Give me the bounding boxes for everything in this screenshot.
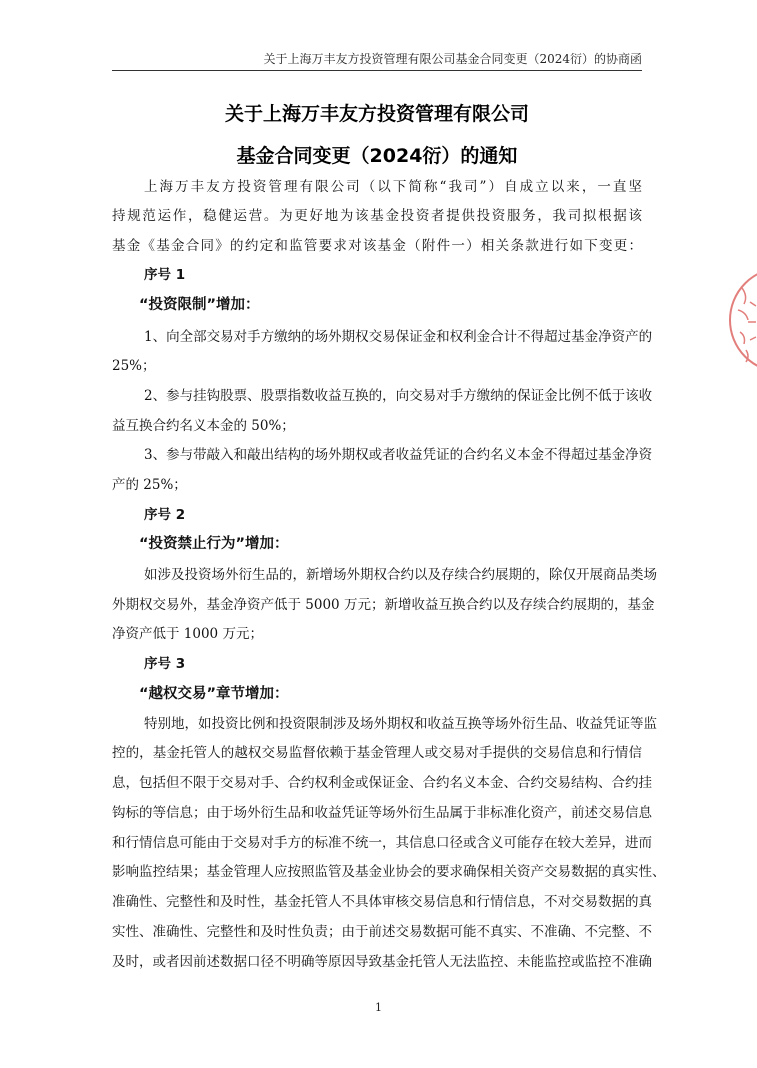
document-title-line-1: 关于上海万丰友方投资管理有限公司: [224, 103, 529, 125]
intro-line: 基金《基金合同》的约定和监管要求对该基金（附件一）相关条款进行如下变更：: [112, 238, 642, 254]
clause-line: 净资产低于 1000 万元；: [112, 626, 263, 642]
clause-line: 3、参与带敲入和敲出结构的场外期权或者收益凭证的合约名义本金不得超过基金净资: [144, 447, 653, 463]
clause-line: 实性、准确性、完整性和及时性负责；由于前述交易数据可能不真实、不准确、不完整、不: [112, 924, 652, 940]
clause-line: 控的，基金托管人的越权交易监督依赖于基金管理人或交易对手提供的交易信息和行情信: [112, 745, 642, 761]
seal-stamp-icon: [720, 258, 757, 382]
section-heading: “越权交易”章节增加：: [139, 686, 289, 702]
section-number: 序号 1: [144, 267, 186, 283]
document-title-line-2: 基金合同变更（2024衍）的通知: [236, 145, 518, 167]
clause-line: 如涉及投资场外衍生品的，新增场外期权合约以及存续合约展期的，除仅开展商品类场: [144, 567, 657, 583]
intro-line: 上海万丰友方投资管理有限公司（以下简称“我司”）自成立以来，一直坚: [144, 179, 642, 195]
clause-line: 2、参与挂钩股票、股票指数收益互换的，向交易对手方缴纳的保证金比例不低于该收: [144, 388, 653, 404]
section-number: 序号 3: [144, 656, 186, 672]
clause-line: 外期权交易外，基金净资产低于 5000 万元；新增收益互换合约以及存续合约展期的，基金: [112, 597, 655, 613]
running-header: 关于上海万丰友方投资管理有限公司基金合同变更（2024衍）的协商函: [263, 52, 642, 66]
clause-line: 25%；: [112, 358, 156, 374]
intro-line: 持规范运作，稳健运营。为更好地为该基金投资者提供投资服务，我司拟根据该: [112, 208, 642, 224]
clause-line: 钩标的等信息；由于场外衍生品和收益凭证等场外衍生品属于非标准化资产，前述交易信息: [112, 805, 652, 821]
clause-line: 及时，或者因前述数据口径不明确等原因导致基金托管人无法监控、未能监控或监控不准确: [112, 954, 652, 970]
header-rule: [112, 70, 642, 71]
page-number: 1: [375, 1001, 382, 1014]
section-heading: “投资禁止行为”增加：: [139, 536, 289, 552]
clause-line: 特别地，如投资比例和投资限制涉及场外期权和收益互换等场外衍生品、收益凭证等监: [144, 716, 657, 732]
clause-line: 息，包括但不限于交易对手、合约权利金或保证金、合约名义本金、合约交易结构、合约挂: [112, 775, 652, 791]
clause-line: 和行情信息可能由于交易对手方的标准不统一，其信息口径或含义可能存在较大差异，进而: [112, 835, 652, 851]
section-heading: “投资限制”增加：: [139, 297, 260, 313]
clause-line: 益互换合约名义本金的 50%；: [112, 418, 295, 434]
clause-line: 准确性、完整性和及时性，基金托管人不具体审核交易信息和行情信息，不对交易数据的真: [112, 894, 652, 910]
clause-line: 产的 25%；: [112, 477, 187, 493]
section-number: 序号 2: [144, 507, 186, 523]
clause-line: 1、向全部交易对手方缴纳的场外期权交易保证金和权利金合计不得超过基金净资产的: [144, 329, 653, 345]
clause-line: 影响监控结果；基金管理人应按照监管及基金业协会的要求确保相关资产交易数据的真实性、: [112, 864, 666, 880]
